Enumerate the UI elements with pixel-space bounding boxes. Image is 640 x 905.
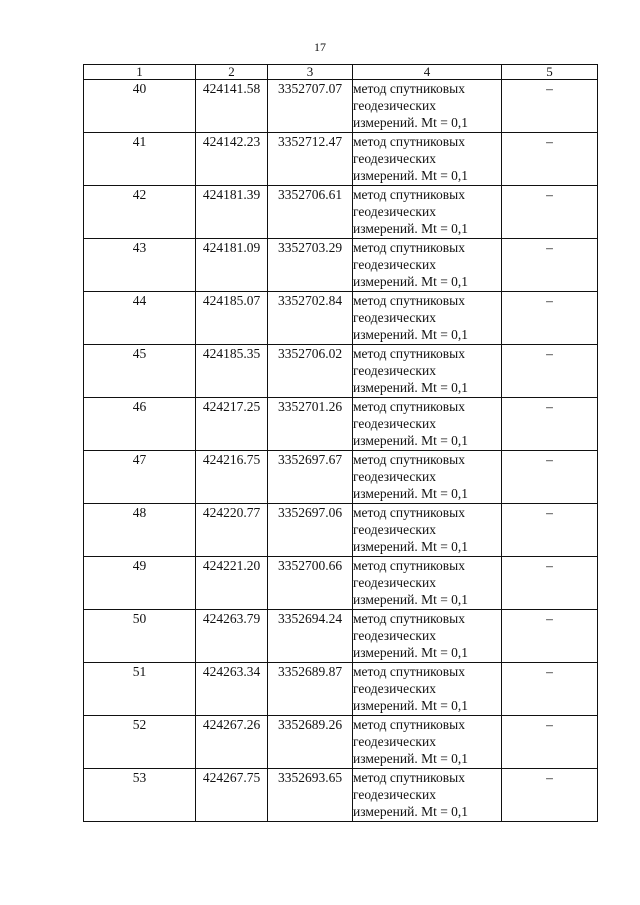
method-line: измерений. Mt = 0,1 xyxy=(353,115,469,130)
y-coordinate-cell: 3352700.66 xyxy=(268,557,353,610)
x-coordinate-cell: 424181.09 xyxy=(196,239,268,292)
method-line: измерений. Mt = 0,1 xyxy=(353,380,469,395)
method-line: геодезических xyxy=(353,522,436,537)
point-number-cell: 46 xyxy=(84,398,196,451)
y-coordinate-cell: 3352712.47 xyxy=(268,133,353,186)
method-line: геодезических xyxy=(353,734,436,749)
method-line: геодезических xyxy=(353,257,436,272)
method-line: метод спутниковых xyxy=(353,346,465,361)
table-row xyxy=(84,398,598,451)
point-number-cell: 41 xyxy=(84,133,196,186)
table-row xyxy=(84,186,598,239)
table-row xyxy=(84,716,598,769)
method-cell xyxy=(353,716,502,769)
method-line: метод спутниковых xyxy=(353,293,465,308)
point-number-cell: 53 xyxy=(84,769,196,822)
page-number: 17 xyxy=(314,40,326,54)
method-line: геодезических xyxy=(353,628,436,643)
y-coordinate-cell: 3352689.87 xyxy=(268,663,353,716)
note-cell: – xyxy=(502,769,598,822)
method-line: геодезических xyxy=(353,416,436,431)
column-header: 4 xyxy=(353,65,502,80)
method-line: метод спутниковых xyxy=(353,187,465,202)
x-coordinate-cell: 424220.77 xyxy=(196,504,268,557)
method-cell xyxy=(353,504,502,557)
method-cell xyxy=(353,239,502,292)
table-row xyxy=(84,345,598,398)
method-cell xyxy=(353,451,502,504)
method-line: измерений. Mt = 0,1 xyxy=(353,433,469,448)
x-coordinate-cell: 424142.23 xyxy=(196,133,268,186)
method-line: измерений. Mt = 0,1 xyxy=(353,698,469,713)
note-cell: – xyxy=(502,345,598,398)
note-cell: – xyxy=(502,398,598,451)
method-line: метод спутниковых xyxy=(353,240,465,255)
method-cell xyxy=(353,769,502,822)
note-cell: – xyxy=(502,504,598,557)
y-coordinate-cell: 3352697.67 xyxy=(268,451,353,504)
note-cell: – xyxy=(502,663,598,716)
method-line: геодезических xyxy=(353,151,436,166)
point-number-cell: 42 xyxy=(84,186,196,239)
method-cell xyxy=(353,292,502,345)
table-row xyxy=(84,133,598,186)
y-coordinate-cell: 3352693.65 xyxy=(268,769,353,822)
method-line: измерений. Mt = 0,1 xyxy=(353,539,469,554)
method-line: геодезических xyxy=(353,98,436,113)
method-line: измерений. Mt = 0,1 xyxy=(353,645,469,660)
method-cell xyxy=(353,80,502,133)
y-coordinate-cell: 3352706.02 xyxy=(268,345,353,398)
method-line: измерений. Mt = 0,1 xyxy=(353,751,469,766)
point-number-cell: 40 xyxy=(84,80,196,133)
method-line: метод спутниковых xyxy=(353,399,465,414)
point-number-cell: 45 xyxy=(84,345,196,398)
y-coordinate-cell: 3352706.61 xyxy=(268,186,353,239)
method-line: измерений. Mt = 0,1 xyxy=(353,221,469,236)
method-line: измерений. Mt = 0,1 xyxy=(353,592,469,607)
method-line: геодезических xyxy=(353,310,436,325)
column-header: 1 xyxy=(84,65,196,80)
point-number-cell: 50 xyxy=(84,610,196,663)
note-cell: – xyxy=(502,451,598,504)
y-coordinate-cell: 3352689.26 xyxy=(268,716,353,769)
table-row xyxy=(84,504,598,557)
method-line: измерений. Mt = 0,1 xyxy=(353,274,469,289)
note-cell: – xyxy=(502,292,598,345)
method-line: геодезических xyxy=(353,787,436,802)
method-line: метод спутниковых xyxy=(353,81,465,96)
method-line: метод спутниковых xyxy=(353,452,465,467)
note-cell: – xyxy=(502,610,598,663)
x-coordinate-cell: 424267.75 xyxy=(196,769,268,822)
method-line: геодезических xyxy=(353,363,436,378)
method-line: измерений. Mt = 0,1 xyxy=(353,168,469,183)
method-line: метод спутниковых xyxy=(353,134,465,149)
y-coordinate-cell: 3352707.07 xyxy=(268,80,353,133)
method-line: геодезических xyxy=(353,469,436,484)
note-cell: – xyxy=(502,186,598,239)
x-coordinate-cell: 424185.07 xyxy=(196,292,268,345)
note-cell: – xyxy=(502,133,598,186)
x-coordinate-cell: 424267.26 xyxy=(196,716,268,769)
y-coordinate-cell: 3352694.24 xyxy=(268,610,353,663)
method-line: метод спутниковых xyxy=(353,611,465,626)
method-cell xyxy=(353,557,502,610)
method-line: метод спутниковых xyxy=(353,505,465,520)
method-cell xyxy=(353,398,502,451)
method-cell xyxy=(353,610,502,663)
y-coordinate-cell: 3352703.29 xyxy=(268,239,353,292)
method-cell xyxy=(353,345,502,398)
method-cell xyxy=(353,133,502,186)
note-cell: – xyxy=(502,80,598,133)
table-row xyxy=(84,557,598,610)
table-row xyxy=(84,610,598,663)
method-line: метод спутниковых xyxy=(353,770,465,785)
point-number-cell: 47 xyxy=(84,451,196,504)
y-coordinate-cell: 3352702.84 xyxy=(268,292,353,345)
x-coordinate-cell: 424221.20 xyxy=(196,557,268,610)
note-cell: – xyxy=(502,239,598,292)
column-header: 2 xyxy=(196,65,268,80)
method-line: измерений. Mt = 0,1 xyxy=(353,804,469,819)
y-coordinate-cell: 3352701.26 xyxy=(268,398,353,451)
x-coordinate-cell: 424181.39 xyxy=(196,186,268,239)
header-row xyxy=(84,65,598,80)
y-coordinate-cell: 3352697.06 xyxy=(268,504,353,557)
x-coordinate-cell: 424217.25 xyxy=(196,398,268,451)
x-coordinate-cell: 424141.58 xyxy=(196,80,268,133)
x-coordinate-cell: 424216.75 xyxy=(196,451,268,504)
table-row xyxy=(84,239,598,292)
note-cell: – xyxy=(502,557,598,610)
method-line: геодезических xyxy=(353,575,436,590)
x-coordinate-cell: 424185.35 xyxy=(196,345,268,398)
table-row xyxy=(84,663,598,716)
method-cell xyxy=(353,186,502,239)
point-number-cell: 49 xyxy=(84,557,196,610)
note-cell: – xyxy=(502,716,598,769)
point-number-cell: 51 xyxy=(84,663,196,716)
coordinates-table xyxy=(83,64,598,822)
point-number-cell: 52 xyxy=(84,716,196,769)
method-line: геодезических xyxy=(353,204,436,219)
table-row xyxy=(84,292,598,345)
table-row xyxy=(84,80,598,133)
table-row xyxy=(84,769,598,822)
column-header: 3 xyxy=(268,65,353,80)
x-coordinate-cell: 424263.34 xyxy=(196,663,268,716)
method-line: измерений. Mt = 0,1 xyxy=(353,327,469,342)
table-row xyxy=(84,451,598,504)
method-line: метод спутниковых xyxy=(353,558,465,573)
column-header: 5 xyxy=(502,65,598,80)
method-cell xyxy=(353,663,502,716)
table-body xyxy=(84,80,598,822)
method-line: метод спутниковых xyxy=(353,717,465,732)
method-line: метод спутниковых xyxy=(353,664,465,679)
point-number-cell: 44 xyxy=(84,292,196,345)
method-line: геодезических xyxy=(353,681,436,696)
method-line: измерений. Mt = 0,1 xyxy=(353,486,469,501)
point-number-cell: 43 xyxy=(84,239,196,292)
x-coordinate-cell: 424263.79 xyxy=(196,610,268,663)
point-number-cell: 48 xyxy=(84,504,196,557)
